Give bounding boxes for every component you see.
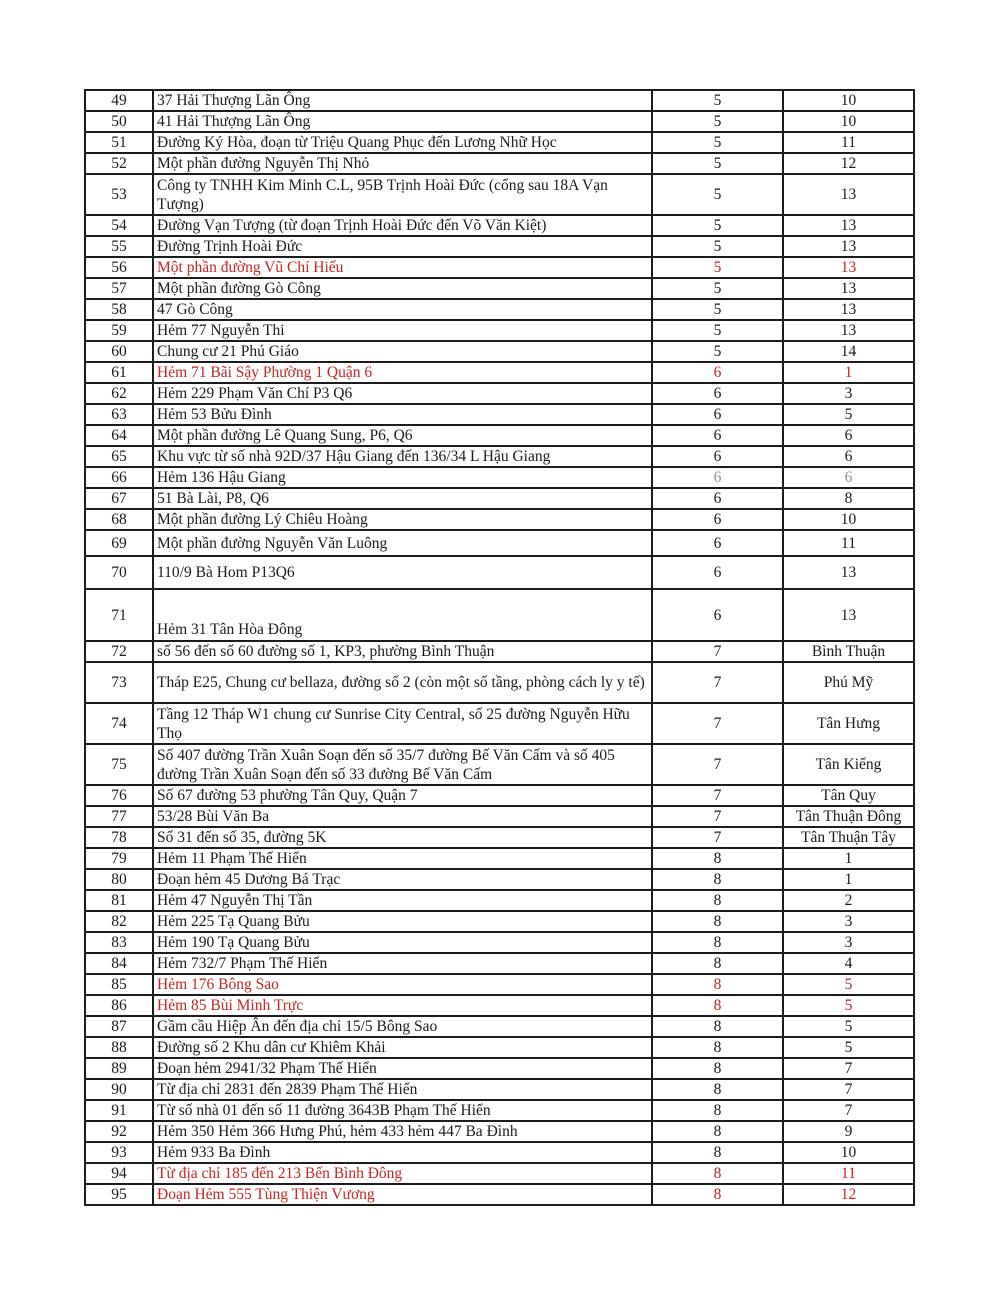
district-cell: 6 xyxy=(652,509,783,530)
table-row xyxy=(85,341,914,362)
row-number-cell: 74 xyxy=(85,703,153,744)
district-cell: 5 xyxy=(652,111,783,132)
row-number-cell: 64 xyxy=(85,425,153,446)
ward-cell: 13 xyxy=(783,174,914,215)
row-number-cell: 86 xyxy=(85,995,153,1016)
table-row xyxy=(85,425,914,446)
row-number-cell: 88 xyxy=(85,1037,153,1058)
district-cell: 7 xyxy=(652,641,783,662)
table-row xyxy=(85,974,914,995)
table-row xyxy=(85,530,914,556)
ward-cell: 7 xyxy=(783,1079,914,1100)
ward-cell: 13 xyxy=(783,278,914,299)
district-cell: 6 xyxy=(652,383,783,404)
row-number-cell: 73 xyxy=(85,662,153,703)
table-row xyxy=(85,111,914,132)
row-number-cell: 91 xyxy=(85,1100,153,1121)
table-row xyxy=(85,299,914,320)
district-cell: 5 xyxy=(652,320,783,341)
district-cell: 6 xyxy=(652,530,783,556)
table-row xyxy=(85,785,914,806)
row-number-cell: 61 xyxy=(85,362,153,383)
ward-cell: 13 xyxy=(783,556,914,589)
table-row xyxy=(85,556,914,589)
location-cell: Số 67 đường 53 phường Tân Quy, Quận 7 xyxy=(153,785,652,806)
location-cell: Từ địa chỉ 185 đến 213 Bến Bình Đông xyxy=(153,1163,652,1184)
location-cell: Một phần đường Lý Chiêu Hoàng xyxy=(153,509,652,530)
location-cell: Từ số nhà 01 đến số 11 đường 3643B Phạm Thế Hiển xyxy=(153,1100,652,1121)
district-cell: 5 xyxy=(652,278,783,299)
district-cell: 5 xyxy=(652,215,783,236)
location-cell: Hẻm 47 Nguyễn Thị Tần xyxy=(153,890,652,911)
table-row xyxy=(85,236,914,257)
table-row xyxy=(85,589,914,641)
ward-cell: 10 xyxy=(783,1142,914,1163)
district-cell: 5 xyxy=(652,174,783,215)
location-cell: Hẻm 933 Ba Đình xyxy=(153,1142,652,1163)
ward-cell: 5 xyxy=(783,995,914,1016)
table-row xyxy=(85,278,914,299)
row-number-cell: 54 xyxy=(85,215,153,236)
district-cell: 8 xyxy=(652,1163,783,1184)
table-row xyxy=(85,1121,914,1142)
table-row xyxy=(85,1016,914,1037)
table-row xyxy=(85,1058,914,1079)
location-cell: Từ địa chỉ 2831 đến 2839 Phạm Thế Hiển xyxy=(153,1079,652,1100)
district-cell: 8 xyxy=(652,848,783,869)
location-cell: Đường Ký Hòa, đoạn từ Triệu Quang Phục đến Lương Nhữ Học xyxy=(153,132,652,153)
ward-cell: 9 xyxy=(783,1121,914,1142)
district-cell: 6 xyxy=(652,362,783,383)
row-number-cell: 90 xyxy=(85,1079,153,1100)
location-cell: Một phần đường Vũ Chí Hiếu xyxy=(153,257,652,278)
table-row xyxy=(85,132,914,153)
row-number-cell: 92 xyxy=(85,1121,153,1142)
location-cell: Hẻm 732/7 Phạm Thế Hiển xyxy=(153,953,652,974)
ward-cell: Tân Thuận Tây xyxy=(783,827,914,848)
location-cell: 53/28 Bùi Văn Ba xyxy=(153,806,652,827)
table-row xyxy=(85,509,914,530)
table-row xyxy=(85,1037,914,1058)
row-number-cell: 62 xyxy=(85,383,153,404)
row-number-cell: 59 xyxy=(85,320,153,341)
table-row xyxy=(85,1184,914,1205)
ward-cell: 7 xyxy=(783,1100,914,1121)
district-cell: 6 xyxy=(652,488,783,509)
row-number-cell: 82 xyxy=(85,911,153,932)
row-number-cell: 68 xyxy=(85,509,153,530)
row-number-cell: 55 xyxy=(85,236,153,257)
district-cell: 6 xyxy=(652,446,783,467)
row-number-cell: 80 xyxy=(85,869,153,890)
table-row xyxy=(85,404,914,425)
district-cell: 8 xyxy=(652,1121,783,1142)
location-cell: Đường Vạn Tượng (từ đoạn Trịnh Hoài Đức đến Võ Văn Kiệt) xyxy=(153,215,652,236)
location-cell: Tầng 12 Tháp W1 chung cư Sunrise City Central, số 25 đường Nguyễn Hữu Thọ xyxy=(153,703,652,744)
location-cell: Hẻm 350 Hẻm 366 Hưng Phú, hẻm 433 hẻm 447 Ba Đình xyxy=(153,1121,652,1142)
ward-cell: 6 xyxy=(783,467,914,488)
ward-cell: 13 xyxy=(783,589,914,641)
table-row xyxy=(85,488,914,509)
location-cell: Hẻm 229 Phạm Văn Chí P3 Q6 xyxy=(153,383,652,404)
district-cell: 5 xyxy=(652,257,783,278)
table-row xyxy=(85,827,914,848)
lockdown-table-body xyxy=(85,90,914,1205)
ward-cell: 10 xyxy=(783,111,914,132)
district-cell: 7 xyxy=(652,703,783,744)
row-number-cell: 75 xyxy=(85,744,153,785)
row-number-cell: 57 xyxy=(85,278,153,299)
table-row xyxy=(85,995,914,1016)
location-cell: Đường Trịnh Hoài Đức xyxy=(153,236,652,257)
row-number-cell: 72 xyxy=(85,641,153,662)
district-cell: 8 xyxy=(652,1184,783,1205)
row-number-cell: 93 xyxy=(85,1142,153,1163)
ward-cell: 13 xyxy=(783,299,914,320)
ward-cell: 8 xyxy=(783,488,914,509)
location-cell: Khu vực từ số nhà 92D/37 Hậu Giang đến 136/34 L Hậu Giang xyxy=(153,446,652,467)
table-row xyxy=(85,890,914,911)
district-cell: 7 xyxy=(652,827,783,848)
row-number-cell: 65 xyxy=(85,446,153,467)
district-cell: 8 xyxy=(652,1100,783,1121)
row-number-cell: 58 xyxy=(85,299,153,320)
location-cell: 41 Hải Thượng Lãn Ông xyxy=(153,111,652,132)
location-cell: Một phần đường Nguyễn Thị Nhỏ xyxy=(153,153,652,174)
district-cell: 5 xyxy=(652,132,783,153)
location-cell: 37 Hải Thượng Lãn Ông xyxy=(153,90,652,111)
location-cell: 110/9 Bà Hom P13Q6 xyxy=(153,556,652,589)
ward-cell: Tân Kiểng xyxy=(783,744,914,785)
district-cell: 6 xyxy=(652,556,783,589)
ward-cell: 1 xyxy=(783,362,914,383)
table-row xyxy=(85,932,914,953)
table-row xyxy=(85,383,914,404)
row-number-cell: 79 xyxy=(85,848,153,869)
ward-cell: 5 xyxy=(783,1016,914,1037)
row-number-cell: 67 xyxy=(85,488,153,509)
location-cell: Một phần đường Nguyễn Văn Luông xyxy=(153,530,652,556)
district-cell: 5 xyxy=(652,341,783,362)
district-cell: 6 xyxy=(652,467,783,488)
location-cell: Hẻm 53 Bửu Đình xyxy=(153,404,652,425)
row-number-cell: 60 xyxy=(85,341,153,362)
location-cell: Đoạn Hẻm 555 Tùng Thiện Vương xyxy=(153,1184,652,1205)
ward-cell: 13 xyxy=(783,215,914,236)
ward-cell: 1 xyxy=(783,848,914,869)
row-number-cell: 77 xyxy=(85,806,153,827)
location-cell: Công ty TNHH Kim Minh C.L, 95B Trịnh Hoài Đức (cổng sau 18A Vạn Tượng) xyxy=(153,174,652,215)
row-number-cell: 71 xyxy=(85,589,153,641)
ward-cell: 3 xyxy=(783,383,914,404)
district-cell: 6 xyxy=(652,589,783,641)
ward-cell: 3 xyxy=(783,932,914,953)
row-number-cell: 83 xyxy=(85,932,153,953)
location-cell: 51 Bà Lài, P8, Q6 xyxy=(153,488,652,509)
location-cell: Số 407 đường Trần Xuân Soạn đến số 35/7 đường Bế Văn Cấm và số 405 đường Trần Xuân Soạn đến số 33 đường Bế Văn Cấm xyxy=(153,744,652,785)
district-cell: 8 xyxy=(652,869,783,890)
ward-cell: 13 xyxy=(783,257,914,278)
table-row xyxy=(85,869,914,890)
location-cell: Chung cư 21 Phú Giáo xyxy=(153,341,652,362)
district-cell: 8 xyxy=(652,1016,783,1037)
district-cell: 8 xyxy=(652,890,783,911)
ward-cell: Phú Mỹ xyxy=(783,662,914,703)
row-number-cell: 69 xyxy=(85,530,153,556)
table-row xyxy=(85,1142,914,1163)
table-row xyxy=(85,953,914,974)
table-row xyxy=(85,1079,914,1100)
location-cell: Hẻm 71 Bãi Sậy Phường 1 Quận 6 xyxy=(153,362,652,383)
location-cell: Hẻm 11 Phạm Thế Hiển xyxy=(153,848,652,869)
row-number-cell: 78 xyxy=(85,827,153,848)
location-cell: Hẻm 77 Nguyễn Thi xyxy=(153,320,652,341)
location-cell: Đường số 2 Khu dân cư Khiêm Khải xyxy=(153,1037,652,1058)
row-number-cell: 76 xyxy=(85,785,153,806)
location-cell: 47 Gò Công xyxy=(153,299,652,320)
district-cell: 8 xyxy=(652,995,783,1016)
ward-cell: 6 xyxy=(783,425,914,446)
table-row xyxy=(85,662,914,703)
row-number-cell: 66 xyxy=(85,467,153,488)
lockdown-locations-table xyxy=(84,89,915,1206)
location-cell: Một phần đường Gò Công xyxy=(153,278,652,299)
ward-cell: 14 xyxy=(783,341,914,362)
district-cell: 5 xyxy=(652,299,783,320)
table-row xyxy=(85,446,914,467)
row-number-cell: 89 xyxy=(85,1058,153,1079)
table-row xyxy=(85,744,914,785)
table-row xyxy=(85,174,914,215)
ward-cell: 5 xyxy=(783,404,914,425)
ward-cell: 12 xyxy=(783,1184,914,1205)
row-number-cell: 85 xyxy=(85,974,153,995)
ward-cell: 10 xyxy=(783,509,914,530)
row-number-cell: 51 xyxy=(85,132,153,153)
table-row xyxy=(85,641,914,662)
location-cell: Số 31 đến số 35, đường 5K xyxy=(153,827,652,848)
table-row xyxy=(85,911,914,932)
ward-cell: 10 xyxy=(783,90,914,111)
district-cell: 8 xyxy=(652,1142,783,1163)
row-number-cell: 52 xyxy=(85,153,153,174)
location-cell: Đoạn hẻm 2941/32 Phạm Thế Hiển xyxy=(153,1058,652,1079)
table-row xyxy=(85,257,914,278)
district-cell: 5 xyxy=(652,153,783,174)
district-cell: 8 xyxy=(652,1079,783,1100)
district-cell: 8 xyxy=(652,932,783,953)
ward-cell: Tân Thuận Đông xyxy=(783,806,914,827)
ward-cell: 12 xyxy=(783,153,914,174)
ward-cell: Tân Quy xyxy=(783,785,914,806)
ward-cell: 11 xyxy=(783,132,914,153)
table-row xyxy=(85,1163,914,1184)
district-cell: 5 xyxy=(652,236,783,257)
ward-cell: 1 xyxy=(783,869,914,890)
table-row xyxy=(85,703,914,744)
ward-cell: 13 xyxy=(783,320,914,341)
district-cell: 6 xyxy=(652,425,783,446)
row-number-cell: 50 xyxy=(85,111,153,132)
table-row xyxy=(85,467,914,488)
row-number-cell: 87 xyxy=(85,1016,153,1037)
district-cell: 7 xyxy=(652,744,783,785)
ward-cell: Bình Thuận xyxy=(783,641,914,662)
table-row xyxy=(85,215,914,236)
location-cell: Hẻm 136 Hậu Giang xyxy=(153,467,652,488)
ward-cell: 11 xyxy=(783,1163,914,1184)
location-cell: Hẻm 225 Tạ Quang Bửu xyxy=(153,911,652,932)
row-number-cell: 49 xyxy=(85,90,153,111)
row-number-cell: 84 xyxy=(85,953,153,974)
district-cell: 8 xyxy=(652,911,783,932)
table-row xyxy=(85,90,914,111)
district-cell: 7 xyxy=(652,662,783,703)
ward-cell: 4 xyxy=(783,953,914,974)
location-cell: số 56 đến số 60 đường số 1, KP3, phường Bình Thuận xyxy=(153,641,652,662)
row-number-cell: 63 xyxy=(85,404,153,425)
district-cell: 5 xyxy=(652,90,783,111)
location-cell: Hẻm 190 Tạ Quang Bửu xyxy=(153,932,652,953)
row-number-cell: 56 xyxy=(85,257,153,278)
ward-cell: 11 xyxy=(783,530,914,556)
district-cell: 8 xyxy=(652,953,783,974)
ward-cell: Tân Hưng xyxy=(783,703,914,744)
location-cell: Đoạn hẻm 45 Dương Bá Trạc xyxy=(153,869,652,890)
table-row xyxy=(85,320,914,341)
location-cell: Hẻm 176 Bông Sao xyxy=(153,974,652,995)
row-number-cell: 95 xyxy=(85,1184,153,1205)
location-cell: Gầm cầu Hiệp Ân đến địa chỉ 15/5 Bông Sao xyxy=(153,1016,652,1037)
location-cell: Tháp E25, Chung cư bellaza, đường số 2 (còn một số tầng, phòng cách ly y tế) xyxy=(153,662,652,703)
district-cell: 7 xyxy=(652,785,783,806)
district-cell: 8 xyxy=(652,1058,783,1079)
row-number-cell: 70 xyxy=(85,556,153,589)
table-row xyxy=(85,1100,914,1121)
row-number-cell: 81 xyxy=(85,890,153,911)
district-cell: 8 xyxy=(652,974,783,995)
ward-cell: 5 xyxy=(783,974,914,995)
ward-cell: 6 xyxy=(783,446,914,467)
district-cell: 8 xyxy=(652,1037,783,1058)
district-cell: 7 xyxy=(652,806,783,827)
ward-cell: 3 xyxy=(783,911,914,932)
ward-cell: 13 xyxy=(783,236,914,257)
ward-cell: 2 xyxy=(783,890,914,911)
district-cell: 6 xyxy=(652,404,783,425)
table-row xyxy=(85,153,914,174)
location-cell: Hẻm 85 Bùi Minh Trực xyxy=(153,995,652,1016)
row-number-cell: 53 xyxy=(85,174,153,215)
table-row xyxy=(85,806,914,827)
location-cell: Hẻm 31 Tân Hòa Đông xyxy=(153,589,652,641)
row-number-cell: 94 xyxy=(85,1163,153,1184)
location-cell: Một phần đường Lê Quang Sung, P6, Q6 xyxy=(153,425,652,446)
table-row xyxy=(85,362,914,383)
ward-cell: 7 xyxy=(783,1058,914,1079)
ward-cell: 5 xyxy=(783,1037,914,1058)
table-row xyxy=(85,848,914,869)
